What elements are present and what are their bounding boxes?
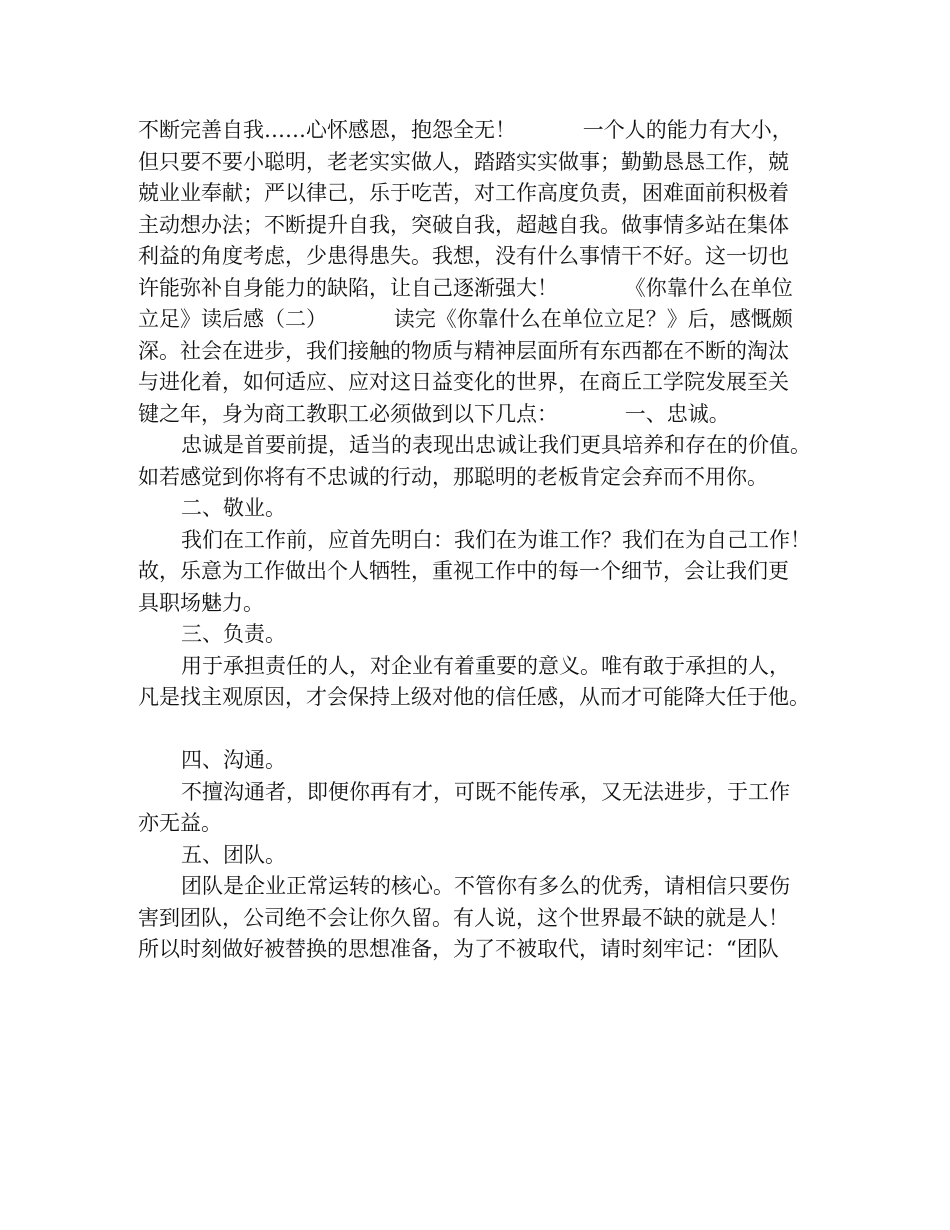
text-line: 利益的角度考虑，少患得患失。我想，没有什么事情干不好。这一切也 — [138, 244, 789, 268]
section-heading: 二、敬业。 — [181, 496, 286, 520]
text-line: 具职场魅力。 — [138, 590, 264, 615]
paragraph-first-line: 我们在工作前，应首先明白：我们在为谁工作？我们在为自己工作！ — [181, 527, 811, 552]
text-line: 故，乐意为工作做出个人牺牲，重视工作中的每一个细节，会让我们更 — [138, 559, 789, 583]
text-line: 主动想办法；不断提升自我，突破自我，超越自我。做事情多站在集体 — [138, 212, 789, 237]
text-line: 与进化着，如何适应、应对这日益变化的世界，在商丘工学院发展至关 — [138, 370, 789, 394]
paragraph-first-line: 用于承担责任的人，对企业有着重要的意义。唯有敢于承担的人， — [181, 653, 790, 678]
text-line: 害到团队，公司绝不会让你久留。有人说，这个世界最不缺的就是人！ — [138, 905, 789, 930]
section-heading: 三、负责。 — [181, 622, 286, 646]
text-line: 键之年，身为商工教职工必须做到以下几点： 一、忠诚。 — [138, 401, 730, 426]
text-line: 不断完善自我……心怀感恩，抱怨全无！ 一个人的能力有大小， — [138, 118, 793, 142]
text-line: 凡是找主观原因，才会保持上级对他的信任感，从而才可能降大任于他。 — [138, 685, 810, 709]
document-body — [138, 115, 828, 966]
paragraph-first-line: 团队是企业正常运转的核心。不管你有多么的优秀，请相信只要伤 — [181, 874, 790, 898]
blank-line — [138, 714, 828, 746]
text-line: 如若感觉到你将有不忠诚的行动，那聪明的老板肯定会弃而不用你。 — [138, 464, 768, 489]
text-line: 亦无益。 — [138, 811, 222, 835]
text-line: 立足》读后感（二） 读完《你靠什么在单位立足？》后，感慨颇 — [138, 307, 793, 331]
text-line: 许能弥补自身能力的缺陷，让自己逐渐强大！ 《你靠什么在单位 — [138, 275, 793, 300]
section-heading: 四、沟通。 — [181, 748, 286, 772]
text-line: 兢业业奉献；严以律己，乐于吃苦，对工作高度负责，困难面前积极着 — [138, 181, 789, 205]
paragraph-first-line: 忠诚是首要前提，适当的表现出忠诚让我们更具培养和存在的价值。 — [181, 433, 811, 457]
section-heading: 五、团队。 — [181, 842, 286, 867]
text-line: 所以时刻做好被替换的思想准备，为了不被取代，请时刻牢记：“团队 — [138, 937, 779, 961]
text-line: 深。社会在进步，我们接触的物质与精神层面所有东西都在不断的淘汰 — [138, 338, 789, 363]
text-line: 但只要不要小聪明，老老实实做人，踏踏实实做事；勤勤恳恳工作，兢 — [138, 149, 789, 174]
paragraph-first-line: 不擅沟通者，即便你再有才，可既不能传承，又无法进步，于工作 — [181, 779, 790, 804]
